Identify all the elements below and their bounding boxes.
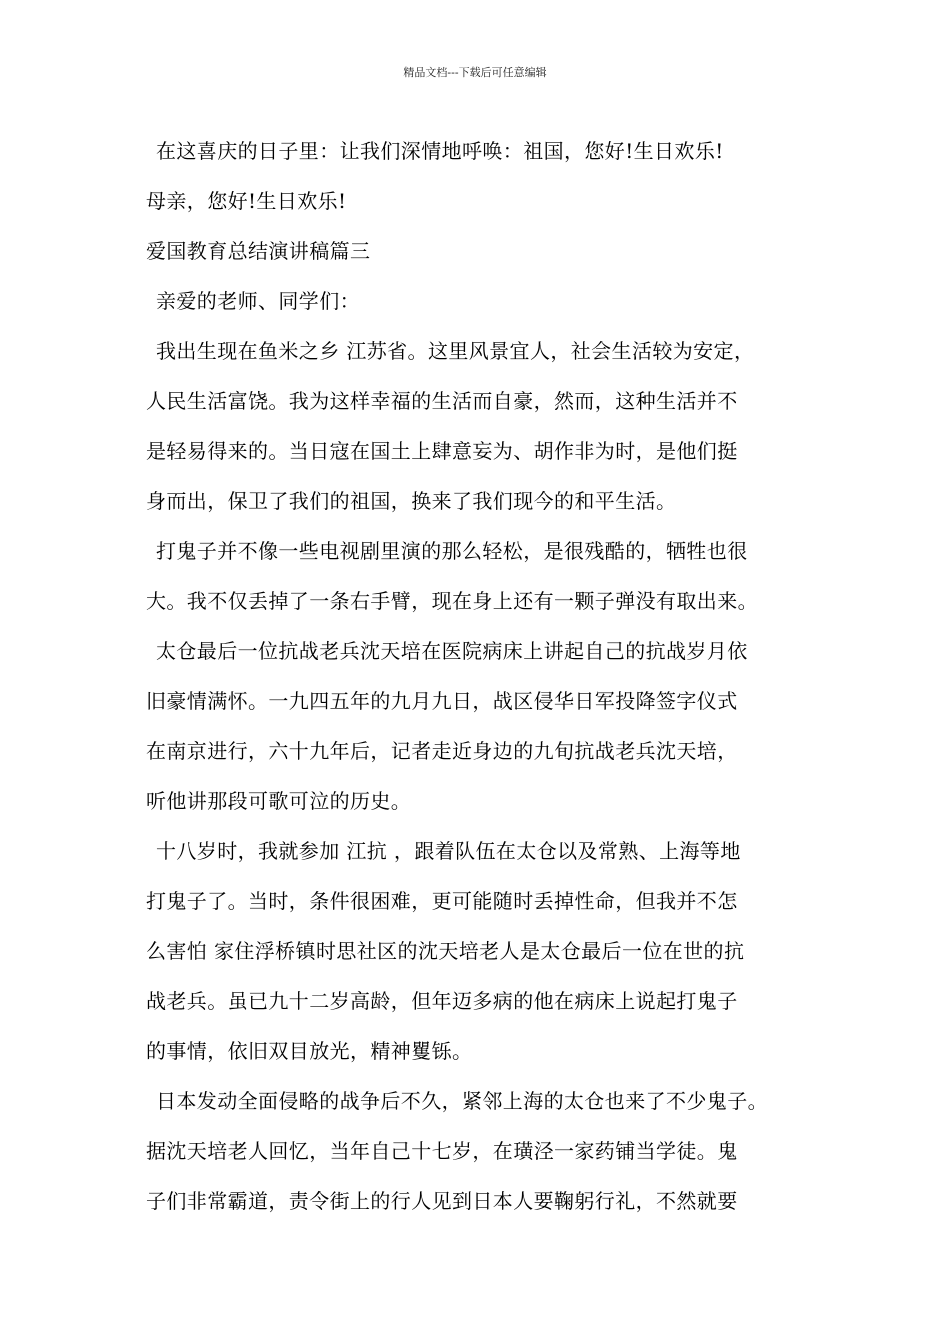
text-line: 打鬼子了。当时，条件很困难，更可能随时丢掉性命，但我并不怎 (146, 889, 738, 913)
section-heading: 爱国教育总结演讲稿篇三 (146, 239, 371, 263)
text-line: 战老兵。虽已九十二岁高龄，但年迈多病的他在病床上说起打鬼子 (146, 989, 738, 1013)
text-line: 打鬼子并不像一些电视剧里演的那么轻松，是很残酷的，牺牲也很 (156, 539, 748, 563)
text-line: 在这喜庆的日子里：让我们深情地呼唤：祖国，您好!生日欢乐! (156, 139, 724, 163)
text-line: 旧豪情满怀。一九四五年的九月九日，战区侵华日军投降签字仪式 (146, 689, 738, 713)
text-line: 大。我不仅丢掉了一条右手臂，现在身上还有一颗子弹没有取出来。 (146, 589, 758, 613)
text-line: 子们非常霸道，责令街上的行人见到日本人要鞠躬行礼，不然就要 (146, 1189, 738, 1213)
text-line: 么害怕 家住浮桥镇时思社区的沈天培老人是太仓最后一位在世的抗 (146, 939, 745, 963)
text-line: 身而出，保卫了我们的祖国，换来了我们现今的和平生活。 (146, 489, 677, 513)
text-line: 的事情，依旧双目放光，精神矍铄。 (146, 1039, 473, 1063)
text-line: 人民生活富饶。我为这样幸福的生活而自豪，然而，这种生活并不 (146, 389, 738, 413)
text-line: 是轻易得来的。当日寇在国土上肆意妄为、胡作非为时，是他们挺 (146, 439, 738, 463)
text-line: 十八岁时，我就参加 江抗 ，跟着队伍在太仓以及常熟、上海等地 (156, 839, 741, 863)
text-line: 在南京进行，六十九年后，记者走近身边的九旬抗战老兵沈天培， (146, 739, 738, 763)
text-line: 太仓最后一位抗战老兵沈天培在医院病床上讲起自己的抗战岁月依 (156, 639, 748, 663)
text-line: 日本发动全面侵略的战争后不久，紧邻上海的太仓也来了不少鬼子。 (156, 1089, 768, 1113)
page-header: 精品文档---下载后可任意编辑 (403, 66, 547, 79)
text-line: 我出生现在鱼米之乡 江苏省。这里风景宜人，社会生活较为安定， (156, 339, 755, 363)
text-line: 据沈天培老人回忆，当年自己十七岁，在璜泾一家药铺当学徒。鬼 (146, 1139, 738, 1163)
text-line: 听他讲那段可歌可泣的历史。 (146, 789, 412, 813)
text-line: 亲爱的老师、同学们： (156, 289, 360, 313)
text-line: 母亲，您好!生日欢乐! (146, 189, 347, 213)
